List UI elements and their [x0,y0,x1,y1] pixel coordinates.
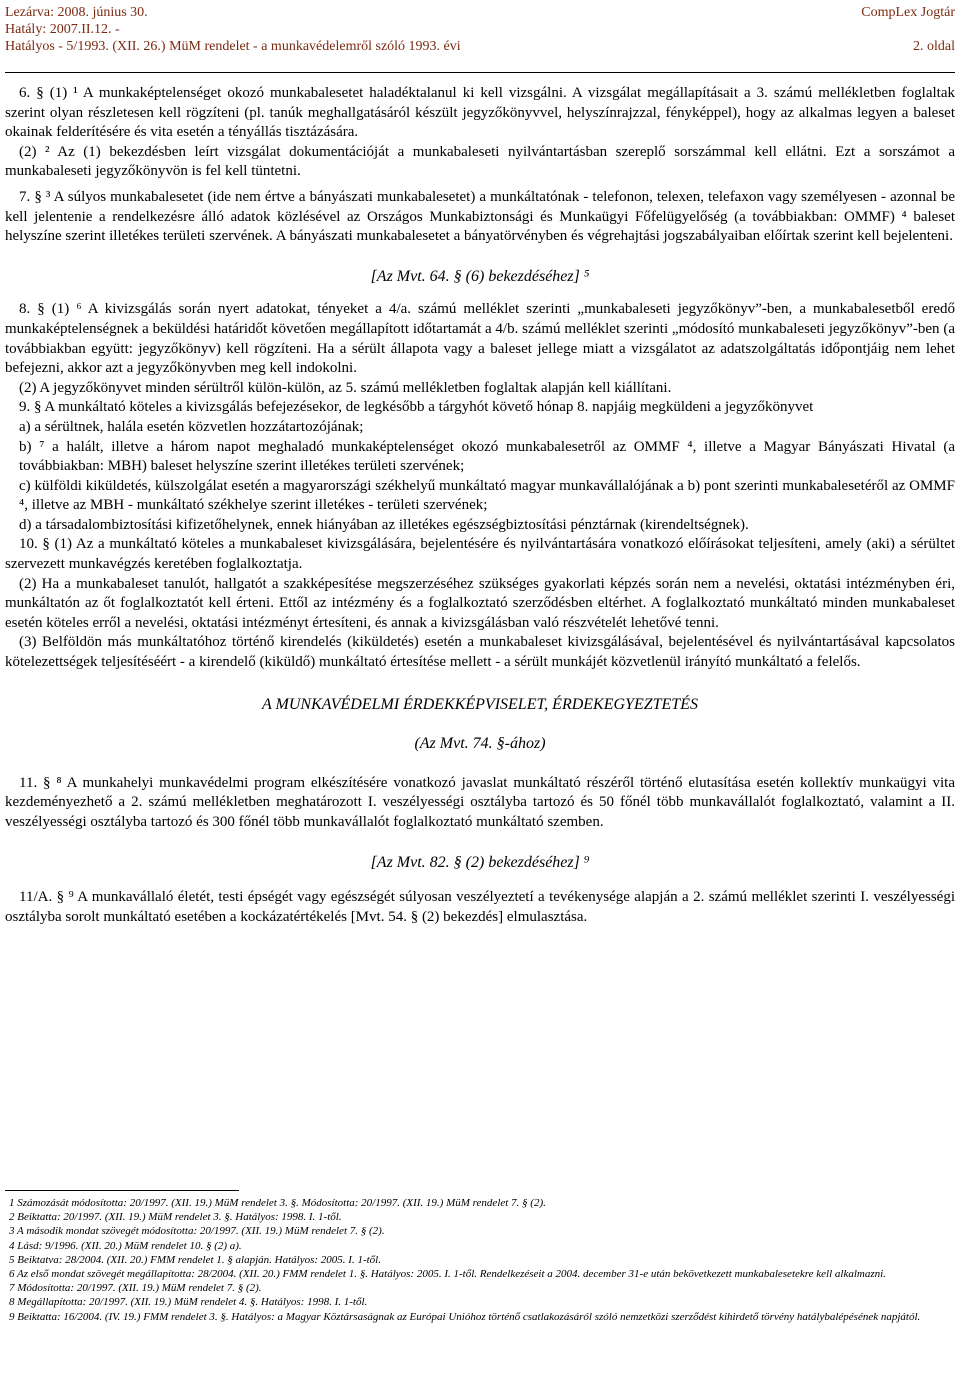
closing-date: Lezárva: 2008. június 30. [5,5,148,20]
footnote-2: 2 Beiktatta: 20/1997. (XII. 19.) MüM rendelet 3. §. Hatályos: 1998. I. 1-től. [9,1211,342,1224]
footnote-5: 5 Beiktatva: 28/2004. (XII. 20.) FMM rendelet 1. § alapján. Hatályos: 2005. I. 1-től. [9,1253,381,1266]
section-9-item-a: a) a sérültnek, halála esetén közvetlen hozzátartozójának; [19,418,364,435]
header-divider [5,72,955,73]
footnote-3: 3 A második mondat szövegét módosította: 20/1997. (XII. 19.) MüM rendelet 7. § (2). [9,1225,385,1238]
section-10-para-3: (3) Belföldön más munkáltatóhoz történő kirendelés (kiküldetés) esetén a munkabaleset kivizsgálásával, bejelentésével és nyilvántartásával kapcsolatos kötelezettségek teljesítéséért - a kirendelő (kiküldő) munkáltató értesítése mellett - a sérült munkájét közvetlenül irányító munkáltató a felelős. [5,634,955,671]
section-6-para-1: 6. § (1) ¹ A munkaképtelenséget okozó munkabalesetet haladéktalanul ki kell vizsgálni. A vizsgálat megállapításait a 3. számú mellékletben foglaltak szerint olyan részletesen kell rögzíteni (pl. tanúk meghallgatásáról készült jegyzőkönyvvel, helyszínrajzzal, fényképpel), hogy az alkalmas legyen a baleset okainak felderítésére és vita esetén a tényállás tisztázására. [5,85,955,141]
page-number: 2. oldal [913,39,955,54]
section-10-para-1: 10. § (1) Az a munkáltató köteles a munkabaleset kivizsgálására, bejelentésére és nyilvántartására vonatkozó előírásokat teljesíteni, amely (aki) a sérültet szervezett munkavégzés keretében foglalkoztatja. [5,536,955,573]
footnote-1: 1 Számozását módosította: 20/1997. (XII. 19.) MüM rendelet 3. §. Módosította: 20/1997. (XII. 19.) MüM rendelet 7. § (2). [9,1197,546,1209]
section-7: 7. § ³ A súlyos munkabalesetet (ide nem értve a bányászati munkabalesetet) a munkáltatónak - telefonon, telexen, telefaxon vagy személyesen - azonnal be kell jelentenie a rendelkezésre álló adatok közlésével az Országos Munkabiztonsági és Munkaügyi Főfelügyelőség (a továbbiakban: OMMF) ⁴ baleset helyszíne szerint illetékes területi szervének. A bányászati munkabalesetet a bányatörvényben és végrehajtási jogszabályaiban előírtak szerint kell bejelenteni. [5,188,955,245]
document-title: Hatályos - 5/1993. (XII. 26.) MüM rendelet - a munkavédelemről szóló 1993. évi [5,39,461,54]
heading-mvt-64: [Az Mvt. 64. § (6) bekezdéséhez] ⁵ [370,267,590,285]
section-subtitle: (Az Mvt. 74. §-ához) [414,735,546,753]
footnote-8: 8 Megállapította: 20/1997. (XII. 19.) MüM rendelet 4. §. Hatályos: 1998. I. 1-től. [9,1296,368,1309]
section-11a: 11/A. § ⁹ A munkavállaló életét, testi épségét vagy egészségét súlyosan veszélyeztetí a tevékenysége alapján a 2. számú melléklet szerinti I. veszélyességi osztályba sorolt munkáltató esetében a kockázatértékelés [Mvt. 54. § (2) bekezdés] elmulasztása. [5,889,955,925]
footnotes [5,1190,955,1324]
footnote-9: 9 Beiktatta: 16/2004. (IV. 19.) FMM rendelet 3. §. Hatályos: a Magyar Köztársaságnak az Európai Unióhoz történő csatlakozásáról szóló nemzetközi szerződést kihirdető törvény hatálybalépésének napjától. [9,1310,921,1323]
section-8-para-2: (2) A jegyzőkönyvet minden sérültről külön-külön, az 5. számú mellékletben foglaltak alapján kell kiállítani. [19,379,672,396]
section-10-para-2: (2) Ha a munkabaleset tanulót, hallgatót a szakképesítése megszerzéséhez szükséges gyakorlati képzés során nem a nevelési, oktatási intézményben éri, munkáltatón az őt foglalkoztatót kell érteni. Ettől az intézmény és a foglalkoztató szerződésben eltérhet. A foglalkoztató munkáltató minden munkabaleset esetén köteles erről a nevelési, oktatási intézményt értesíteni, és annak a kivizsgálásban való részvételét lehetővé tenni. [5,575,955,631]
footnote-6: 6 Az első mondat szövegét megállapította: 28/2004. (XII. 20.) FMM rendelet 1. §. Hatályos: 2005. I. 1-től. Rendelkezéseit a 2004. december 31-e után bekövetkezett munkabalesetekre kell alkalmazni. [9,1268,886,1281]
section-6-para-2: (2) ² Az (1) bekezdésben leírt vizsgálat dokumentációját a munkabaleseti nyilvántartásban szereplő sorszámmal kell ellátni. Ezt a sorszámot a munkabaleseti jegyzőkönyvön is fel kell tüntetni. [5,143,955,180]
section-9-item-d: d) a társadalombiztosítási kifizetőhelynek, ennek hiányában az illetékes egészségbiztosítási pénztárnak (kirendeltségnek). [19,516,749,533]
main-text [5,84,955,927]
section-9-item-c: c) külföldi kiküldetés, külszolgálat esetén a magyarországi székhelyű munkáltató magyar munkavállalójának a b) pont szerinti munkabalesetéről az OMMF ⁴, illetve az MBH - munkáltató székhelye szerint illetékes - területi szervének; [19,477,955,514]
footnote-4: 4 Lásd: 9/1996. (XII. 20.) MüM rendelet 10. § (2) a). [9,1239,242,1252]
publisher-name: CompLex Jogtár [861,5,955,20]
section-11: 11. § ⁸ A munkahelyi munkavédelmi program elkészítésére vonatkozó javaslat munkáltató részéről történő elutasítása esetén kollektív munkaügyi vita kezdeményezhető a 2. számú mellékletben meghatározott I. veszélyességi osztályba tartozó és 50 főnél több munkavállalót foglalkoztató, valamint a II. veszélyességi osztályba tartozó és 300 főnél több munkavállalót foglalkoztató munkáltató szemben. [5,774,955,830]
page-header [5,4,955,55]
section-8-para-1: 8. § (1) ⁶ A kivizsgálás során nyert adatokat, tényeket a 4/a. számú melléklet szerinti „munkabaleseti jegyzőkönyv”-ben, a munkabalesetből eredő munkaképtelenségnek a beküldési határidőt követően megállapított időtartamát a 4/b. számú melléklet szerinti „módosító munkabaleseti jegyzőkönyv”-ben (a továbbiakban együtt: jegyzőkönyv) kell rögzíteni. Ha a sérült állapota vagy a baleset jellege miatt a vizsgálatot az adatszolgáltatás időpontjáig nem lehet befejezni, akkor azt a jegyzőkönyvben meg kell indokolni. [5,301,955,377]
section-9-item-b: b) ⁷ a halált, illetve a három napot meghaladó munkaképtelenséget okozó munkabalesetről az OMMF ⁴, illetve a Magyar Bányászati Hivatal (a továbbiakban: MBH) baleset helyszíne szerint illetékes területi szervének; [19,438,955,475]
footnote-divider [5,1190,239,1191]
heading-mvt-82: [Az Mvt. 82. § (2) bekezdéséhez] ⁹ [370,853,590,871]
effective-date: Hatály: 2007.II.12. - [5,22,120,37]
section-9: 9. § A munkáltató köteles a kivizsgálás befejezésekor, de legkésőbb a tárgyhót követő hónap 8. napjáig megküldeni a jegyzőkönyvet [19,399,814,416]
section-title: A MUNKAVÉDELMI ÉRDEKKÉPVISELET, ÉRDEKEGYEZTETÉS [262,695,698,713]
footnote-7: 7 Módosította: 20/1997. (XII. 19.) MüM rendelet 7. § (2). [9,1282,262,1295]
